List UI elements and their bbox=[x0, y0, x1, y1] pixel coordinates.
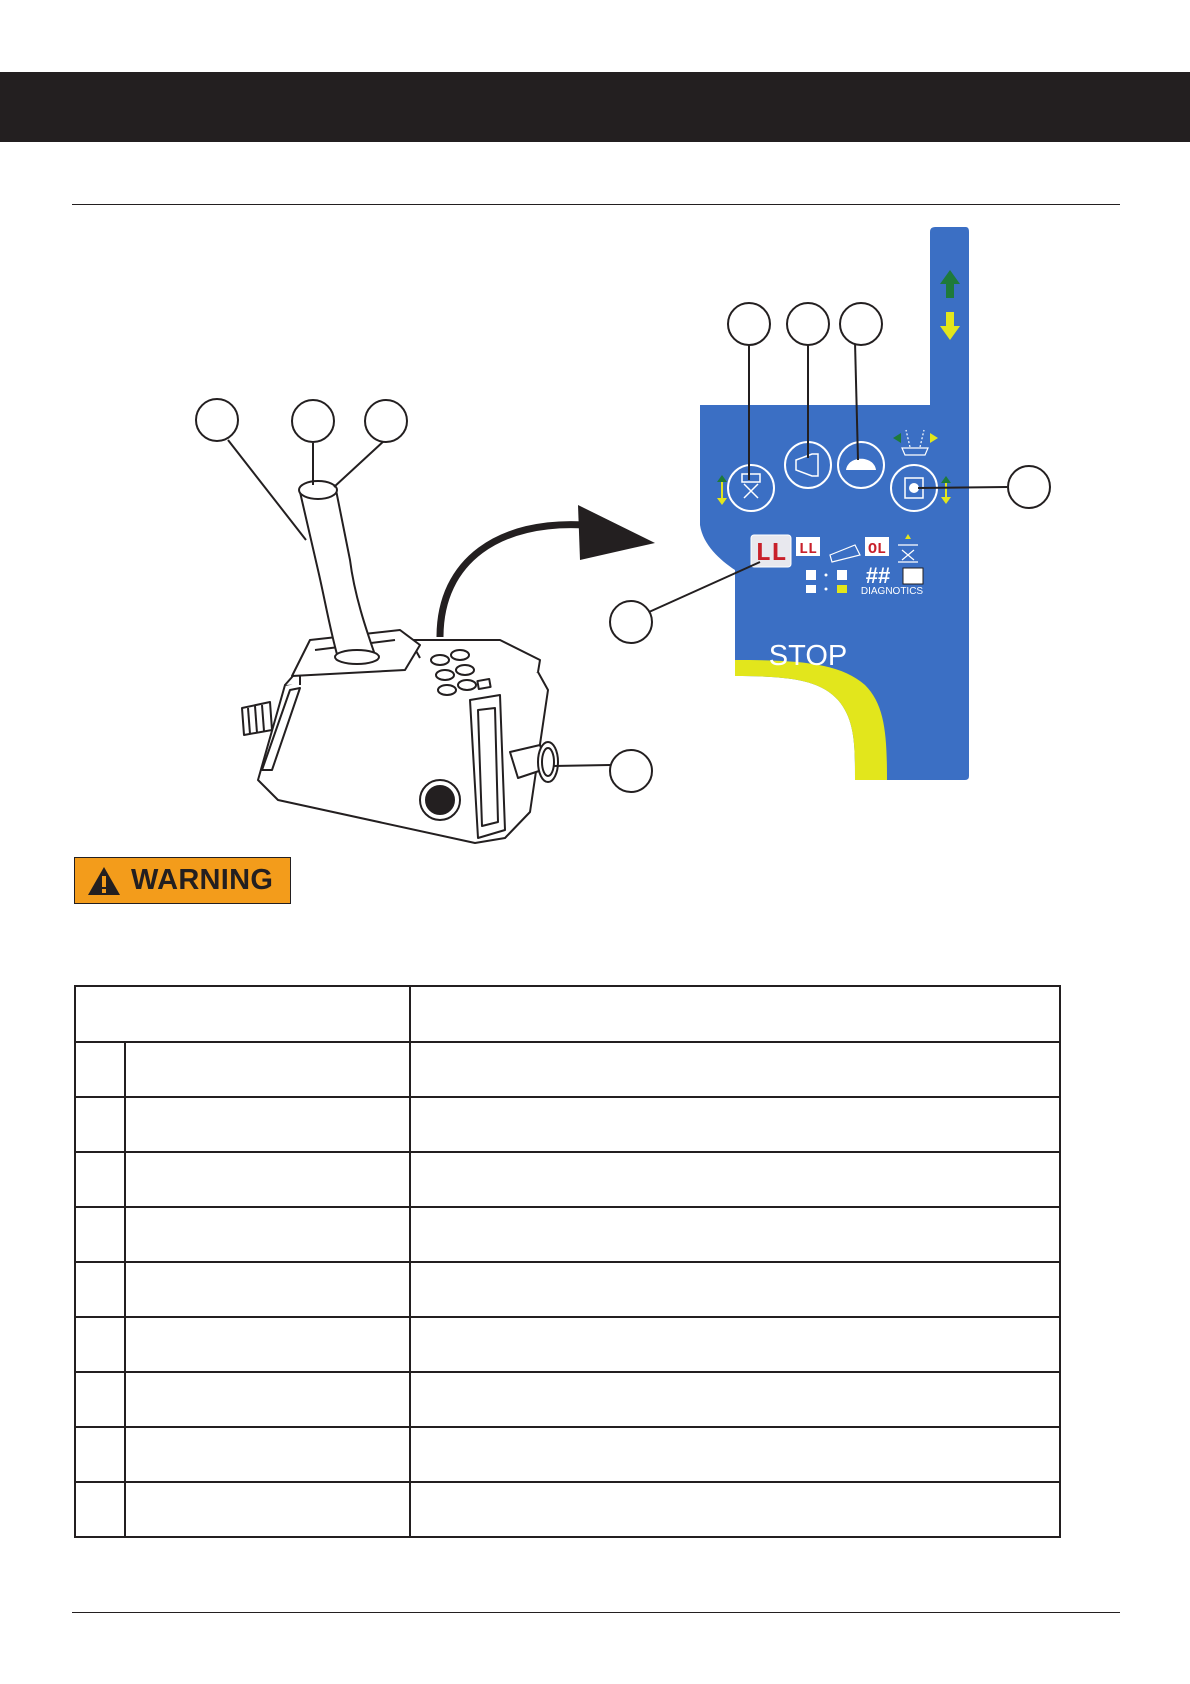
diagnostics-hash: ## bbox=[865, 563, 891, 588]
table-cell-num bbox=[75, 1372, 125, 1427]
display-indicator-1-text: LL bbox=[798, 541, 818, 558]
table-cell-name bbox=[125, 1262, 410, 1317]
top-rule bbox=[72, 204, 1120, 205]
table-cell-num bbox=[75, 1317, 125, 1372]
table-cell-name bbox=[125, 1207, 410, 1262]
warning-label bbox=[74, 857, 291, 904]
table-row bbox=[75, 1207, 1060, 1262]
table-cell-name bbox=[125, 1372, 410, 1427]
page-header-bar bbox=[0, 72, 1190, 142]
diagnostics-label: DIAGNOTICS bbox=[860, 586, 924, 597]
table-header-cell bbox=[410, 986, 1060, 1042]
bottom-rule bbox=[72, 1612, 1120, 1613]
table-cell-desc bbox=[410, 1372, 1060, 1427]
legend-icon bbox=[806, 585, 816, 593]
table-cell-desc bbox=[410, 1427, 1060, 1482]
table-row bbox=[75, 1372, 1060, 1427]
table-row bbox=[75, 1262, 1060, 1317]
table-cell-desc bbox=[410, 1152, 1060, 1207]
table-cell-num bbox=[75, 1262, 125, 1317]
table-cell-num bbox=[75, 1482, 125, 1537]
table-cell-num bbox=[75, 1427, 125, 1482]
warning-triangle-icon bbox=[87, 865, 121, 897]
lift-mode-button[interactable] bbox=[728, 465, 774, 511]
callout-circle bbox=[610, 750, 652, 792]
callout-circle bbox=[728, 303, 770, 345]
table-header-cell bbox=[75, 986, 410, 1042]
joystick-control-figure bbox=[0, 210, 1190, 850]
main-display-text: LL bbox=[755, 538, 787, 568]
legend-icon bbox=[837, 585, 847, 593]
table-cell-num bbox=[75, 1097, 125, 1152]
warning-text: WARNING bbox=[131, 864, 274, 896]
controls-table bbox=[74, 985, 1061, 1538]
table-cell-num bbox=[75, 1152, 125, 1207]
table-cell-name bbox=[125, 1427, 410, 1482]
legend-icon bbox=[837, 570, 847, 580]
table-cell-name bbox=[125, 1317, 410, 1372]
callout-circle bbox=[840, 303, 882, 345]
table-row bbox=[75, 1042, 1060, 1097]
display-indicator-2-text: OL bbox=[867, 541, 887, 558]
table-cell-desc bbox=[410, 1262, 1060, 1317]
table-cell-desc bbox=[410, 1207, 1060, 1262]
table-cell-name bbox=[125, 1042, 410, 1097]
table-cell-desc bbox=[410, 1097, 1060, 1152]
table-cell-desc bbox=[410, 1317, 1060, 1372]
table-header-row bbox=[75, 986, 1060, 1042]
table-cell-name bbox=[125, 1097, 410, 1152]
table-row bbox=[75, 1152, 1060, 1207]
table-row bbox=[75, 1097, 1060, 1152]
table-cell-name bbox=[125, 1152, 410, 1207]
callout-circle bbox=[787, 303, 829, 345]
callout-circle bbox=[1008, 466, 1050, 508]
callout-circle bbox=[365, 400, 407, 442]
callout-circle bbox=[610, 601, 652, 643]
table-row bbox=[75, 1482, 1060, 1537]
table-row bbox=[75, 1317, 1060, 1372]
table-row bbox=[75, 1427, 1060, 1482]
callout-circle bbox=[292, 400, 334, 442]
diagnostics-icon bbox=[903, 568, 923, 584]
legend-icon bbox=[806, 570, 816, 580]
table-cell-name bbox=[125, 1482, 410, 1537]
table-cell-num bbox=[75, 1042, 125, 1097]
callout-circle bbox=[196, 399, 238, 441]
table-cell-desc bbox=[410, 1042, 1060, 1097]
stop-label: STOP bbox=[768, 640, 848, 672]
table-cell-num bbox=[75, 1207, 125, 1262]
table-cell-desc bbox=[410, 1482, 1060, 1537]
